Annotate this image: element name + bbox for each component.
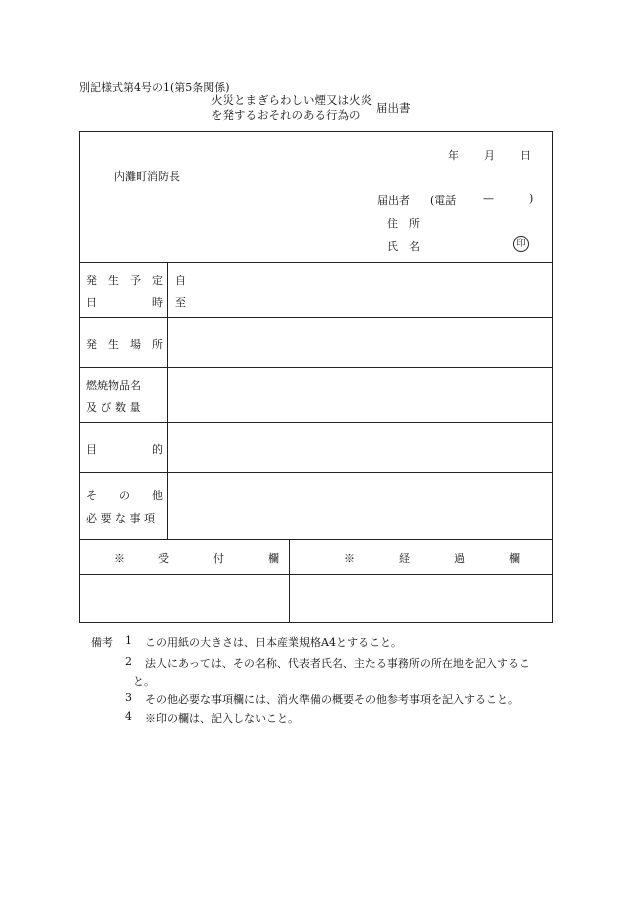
- other-label-1: そ の 他: [86, 489, 163, 502]
- title-suffix: 届出書: [376, 101, 411, 115]
- note-4-num: 4: [125, 710, 132, 723]
- divider-place: [80, 367, 552, 368]
- form-label: 別記様式第4号の1(第5条関係): [79, 81, 230, 94]
- schedule-label-2: 日 時: [86, 296, 163, 309]
- title-line-1: 火災とまぎらわしい煙又は火炎: [211, 93, 372, 107]
- divider-material: [80, 422, 552, 423]
- divider-schedule: [80, 317, 552, 318]
- divider-purpose: [80, 472, 552, 473]
- note-2-cont: と。: [133, 675, 155, 688]
- date-month: 月: [484, 149, 495, 162]
- place-label: 発 生 場 所: [86, 338, 163, 351]
- schedule-label-1: 発 生 予 定: [86, 274, 163, 287]
- phone-open: (電話: [430, 194, 457, 207]
- note-3-num: 3: [125, 691, 132, 704]
- divider-header: [80, 262, 552, 263]
- divider-other: [80, 539, 552, 540]
- schedule-from: 自: [175, 274, 186, 287]
- divider-reception-header: [80, 574, 552, 575]
- notes-label: 備考: [91, 636, 113, 649]
- note-1-text: この用紙の大きさは、日本産業規格A4とすること。: [145, 636, 402, 649]
- receipt-header: ※ 受 付 欄: [114, 552, 279, 565]
- title-line-2: を発するおそれのある行為の: [211, 108, 361, 122]
- purpose-label: 目 的: [86, 443, 163, 456]
- form-table: [79, 131, 553, 623]
- progress-header: ※ 経 過 欄: [344, 552, 520, 565]
- note-2-num: 2: [125, 655, 132, 668]
- note-2-text: 法人にあっては、その名称、代表者氏名、主たる事務所の所在地を記入するこ: [145, 657, 530, 670]
- reception-column-divider: [289, 539, 290, 623]
- note-4-text: ※印の欄は、記入しないこと。: [145, 712, 299, 725]
- notifier-label: 届出者: [377, 194, 410, 207]
- note-1-num: 1: [125, 634, 132, 647]
- date-year: 年: [448, 149, 459, 162]
- material-label-1: 燃焼物品名: [86, 379, 141, 392]
- seal-mark: 印: [513, 236, 529, 252]
- phone-dash: —: [483, 192, 494, 205]
- name-label: 氏 名: [387, 240, 420, 253]
- date-day: 日: [520, 149, 531, 162]
- note-3-text: その他必要な事項欄には、消火準備の概要その他参考事項を記入すること。: [145, 693, 519, 706]
- phone-close: ): [529, 192, 534, 205]
- schedule-to: 至: [175, 296, 186, 309]
- label-column-divider: [167, 262, 168, 539]
- material-label-2: 及 び 数 量: [86, 401, 141, 414]
- addressee: 内灘町消防長: [114, 170, 180, 183]
- address-label: 住 所: [387, 217, 420, 230]
- other-label-2: 必 要 な 事 項: [86, 512, 155, 525]
